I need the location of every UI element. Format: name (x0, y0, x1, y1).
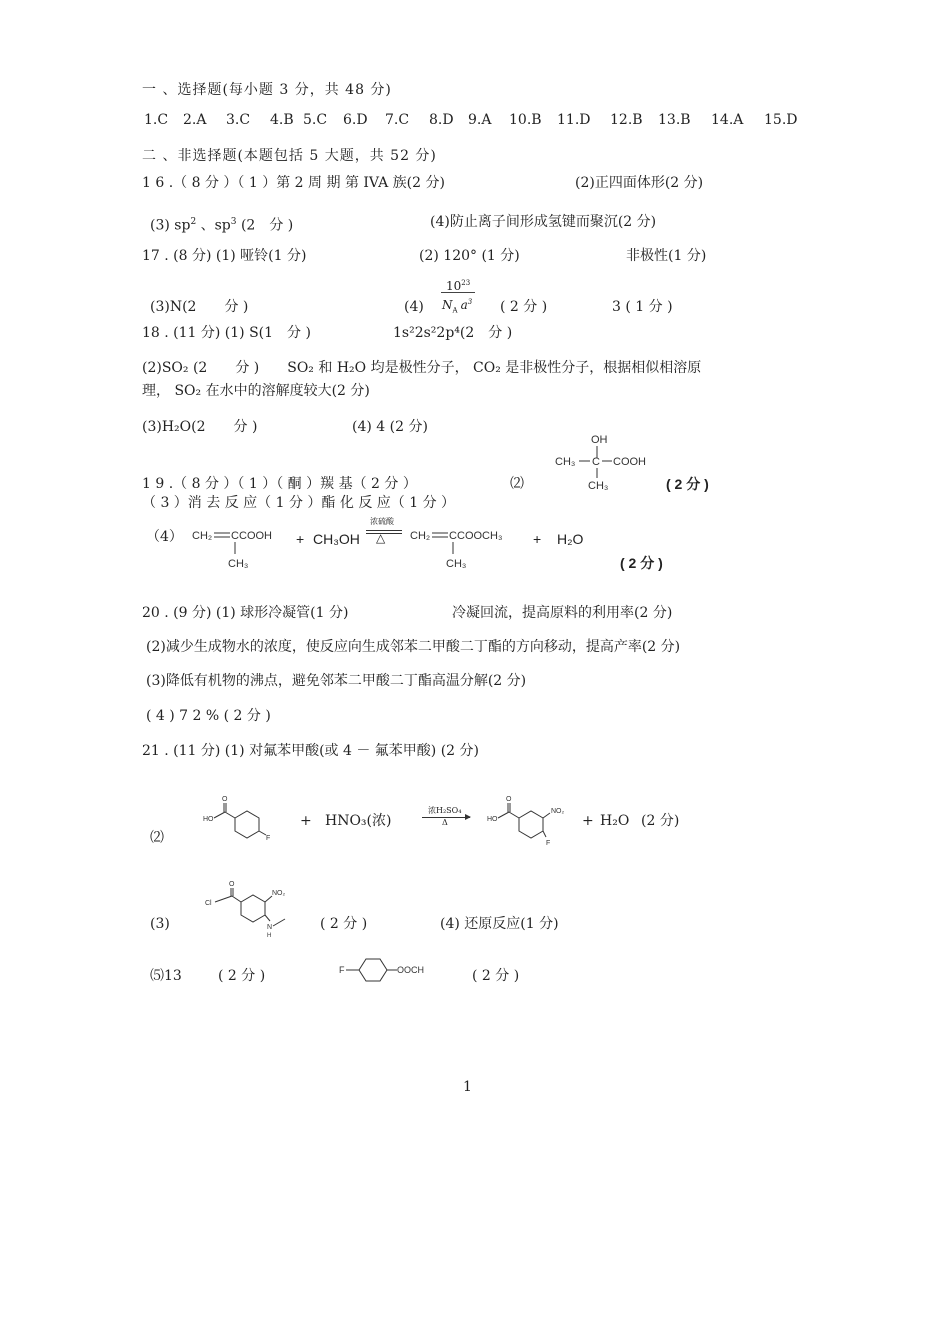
q21-part5-label: ⑸13 (150, 968, 182, 984)
section2-heading: 二 、非选择题(本题包括 5 大题，共 52 分) (142, 148, 437, 164)
c-label: C (231, 530, 239, 542)
page-number: 1 (463, 1079, 472, 1095)
ho-label: HO (203, 816, 214, 823)
q21-part5-score-2: ( 2 分 ) (472, 968, 520, 984)
q17-part4-label: (4) (404, 299, 424, 315)
q21-part5-score: ( 2 分 ) (218, 968, 266, 984)
answer-1: 1.C (144, 112, 169, 128)
plus-sign-2: + (582, 813, 594, 829)
hydroxy-acid-structure (545, 430, 655, 495)
ch2-label: CH₂ (410, 530, 431, 542)
answer-8: 8.D (429, 112, 454, 128)
f-label: F (339, 965, 345, 975)
plus-sign-2: + (533, 531, 542, 547)
ch3-label: CH₃ (228, 558, 249, 570)
q16-part1: 1 6 .（ 8 分 ）（ 1 ）第 2 周 期 第 IVA 族(2 分) (142, 175, 445, 191)
q20-part3: (3)降低有机物的沸点，避免邻苯二甲酸二丁酯高温分解(2 分) (146, 673, 527, 689)
c-label: C (449, 530, 457, 542)
f-label: F (546, 840, 551, 847)
q19-part4-score: ( 2 分 ) (620, 555, 663, 571)
q19-part3: （ 3 ）消 去 反 应（ 1 分 ）酯 化 反 应（ 1 分 ） (142, 495, 456, 511)
fluoro-nitrobenzoic-acid-structure (484, 790, 579, 850)
reagent-top: 浓硫酸 (370, 517, 394, 526)
cooh-label: COOH (613, 456, 646, 468)
q21-part4: (4) 还原反应(1 分) (440, 916, 559, 932)
f-label: F (266, 835, 271, 842)
answer-13: 13.B (658, 112, 691, 128)
ch2-label: CH₂ (192, 530, 213, 542)
q17-part4-score: ( 2 分 ) (500, 299, 548, 315)
q20-part1b: 冷凝回流，提高原料的利用率(2 分) (452, 605, 673, 621)
q19-part1: 1 9 .（ 8 分 ）（ 1 ）（ 酮 ）羰 基（ 2 分 ） (142, 476, 417, 492)
ho-label: HO (487, 816, 498, 823)
ch3-label-bottom: CH₃ (588, 480, 609, 492)
q19-part4-label: （4） (146, 529, 183, 545)
answer-7: 7.C (385, 112, 410, 128)
methacrylic-acid-structure (190, 522, 280, 572)
q17-part2: (2) 120° (1 分) (419, 248, 520, 264)
q21-part3-label: (3) (150, 916, 170, 932)
plus-sign: + (300, 813, 312, 829)
q17-part5: 3 ( 1 分 ) (612, 299, 673, 315)
fraction-numerator: $10^{23}$ (446, 279, 471, 293)
q20-part4: ( 4 ) 7 2 % ( 2 分 ) (146, 708, 271, 724)
answer-5: 5.C (303, 112, 328, 128)
ooch-label: OOCH (397, 965, 424, 975)
no2-label: NO₂ (551, 808, 565, 815)
answer-14: 14.A (711, 112, 744, 128)
section1-heading: 一 、选择题(每小题 3 分，共 48 分) (142, 82, 392, 98)
cooh-label: COOH (239, 530, 272, 542)
q19-part2-label: ⑵ (510, 476, 524, 492)
condition-bottom: Δ (442, 818, 448, 827)
q16-part4: (4)防止离子间形成氢键而聚沉(2 分) (430, 214, 657, 230)
q18-part2: (2)SO₂ (2 分 ) SO₂ 和 H₂O 均是极性分子， CO₂ 是非极性分子，根据相似相溶原 (142, 360, 702, 376)
cooch3-label: COOCH₃ (457, 530, 503, 542)
q18-part2-cont: 理， SO₂ 在水中的溶解度较大(2 分) (142, 383, 370, 399)
q18-part3: (3)H₂O(2 分 ) (142, 419, 258, 435)
h-label: H (267, 933, 272, 939)
answer-9: 9.A (468, 112, 492, 128)
q16-part2: (2)正四面体形(2 分) (575, 175, 704, 191)
q21-part2-label: ⑵ (150, 830, 164, 846)
acyl-chloride-structure (205, 875, 305, 939)
fraction-denominator: $N_A$ $a^3$ (442, 298, 473, 315)
cl-label: Cl (205, 900, 212, 907)
q17-part1: 17 . (8 分) (1) 哑铃(1 分) (142, 248, 307, 264)
arrow-head-icon (465, 814, 471, 820)
ch3-label: CH₃ (446, 558, 467, 570)
water: H₂O (600, 813, 630, 829)
q17-part3: (3)N(2 分 ) (150, 299, 249, 315)
answer-11: 11.D (557, 112, 591, 128)
oh-label: OH (591, 434, 608, 446)
nitric-acid: HNO₃(浓) (325, 813, 392, 829)
methanol: CH₃OH (313, 531, 360, 547)
c-label: C (592, 456, 600, 468)
o-label: O (222, 796, 228, 803)
q19-part2-score: ( 2 分 ) (666, 476, 709, 492)
q20-part2: (2)减少生成物水的浓度，使反应向生成邻苯二甲酸二丁酯的方向移动，提高产率(2 分) (146, 639, 681, 655)
methyl-methacrylate-structure (408, 522, 518, 572)
q18-part4: (4) 4 (2 分) (352, 419, 428, 435)
answer-3: 3.C (226, 112, 251, 128)
q21-part1: 21 . (11 分) (1) 对氟苯甲酸(或 4 － 氟苯甲酸) (2 分) (142, 743, 479, 759)
q21-part2-score: (2 分) (641, 813, 680, 829)
plus-sign: + (296, 531, 305, 547)
o-label: O (229, 881, 235, 888)
o-label: O (506, 796, 512, 803)
q21-part3-score: ( 2 分 ) (320, 916, 368, 932)
answer-4: 4.B (270, 112, 294, 128)
q16-part3: (3) $sp^2$ 、$sp^3$ (2 分 ) (150, 217, 294, 234)
answer-2: 2.A (183, 112, 207, 128)
n-label: N (267, 924, 273, 931)
answer-12: 12.B (610, 112, 643, 128)
condition-top: 浓H₂SO₄ (428, 806, 462, 815)
ch3-label: CH₃ (555, 456, 576, 468)
answer-6: 6.D (343, 112, 368, 128)
reagent-bottom: △ (376, 531, 386, 545)
q17-nonpolar: 非极性(1 分) (626, 248, 707, 264)
q20-part1: 20 . (9 分) (1) 球形冷凝管(1 分) (142, 605, 349, 621)
answer-15: 15.D (764, 112, 798, 128)
q18-part1: 18 . (11 分) (1) S(1 分 ) (142, 325, 311, 341)
water: H₂O (557, 531, 584, 547)
fluorobenzoic-acid-structure (200, 790, 280, 850)
q18-config: 1s²2s²2p⁴(2 分 ) (393, 325, 513, 341)
answer-10: 10.B (509, 112, 542, 128)
no2-label: NO₂ (272, 890, 286, 897)
fluorophenyl-formate-structure (337, 955, 437, 985)
